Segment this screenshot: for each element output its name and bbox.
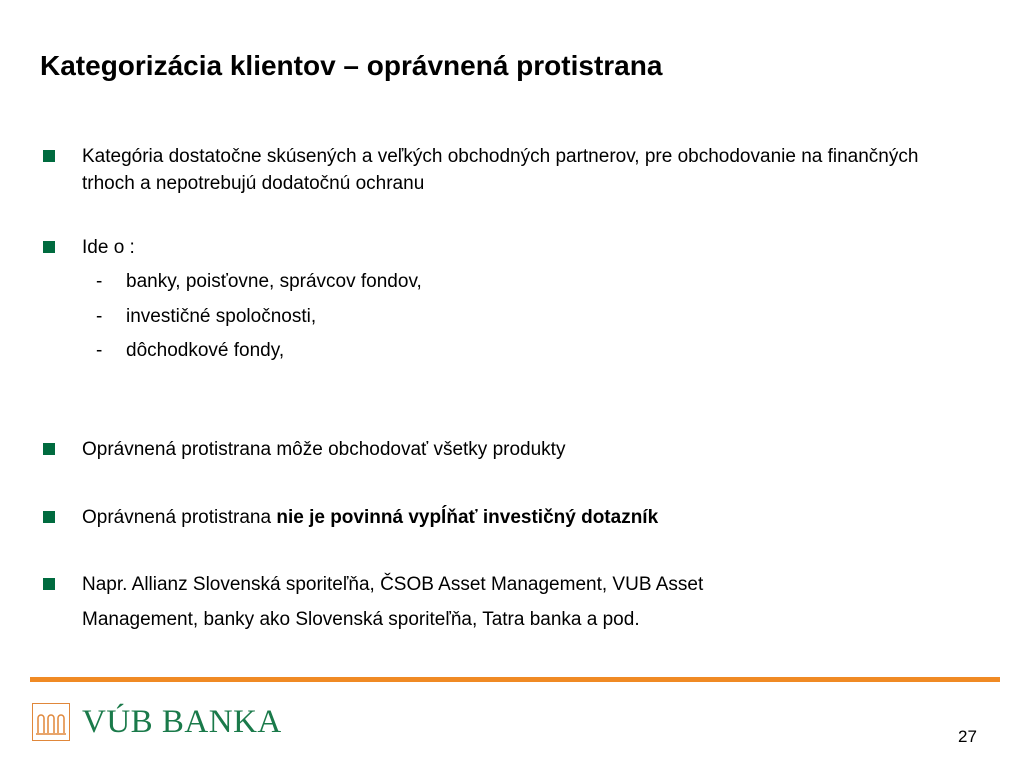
dash-marker: -: [96, 306, 103, 327]
logo-text: VÚB BANKA: [82, 704, 282, 740]
dash-marker: -: [96, 271, 103, 292]
vub-logo-icon: [32, 703, 70, 741]
bullet-text: [82, 567, 942, 637]
bullet-text: Ide o :: [82, 237, 135, 258]
square-bullet-icon: [43, 578, 55, 590]
dash-marker: -: [96, 340, 103, 361]
footer-divider: [30, 677, 1000, 682]
sub-item-text: dôchodkové fondy,: [126, 340, 285, 361]
bullet-text-bold: nie je povinná vypĺňať investičný dotazník: [276, 507, 659, 528]
bullet-text-normal: Oprávnená protistrana: [82, 507, 277, 528]
page-number: 27: [958, 727, 977, 746]
bullet-text: Oprávnená protistrana môže obchodovať všetky produkty: [82, 439, 566, 460]
sub-item-text: investičné spoločnosti,: [126, 306, 317, 327]
square-bullet-icon: [43, 511, 55, 523]
square-bullet-icon: [43, 241, 55, 253]
page-title: Kategorizácia klientov – oprávnená protistrana: [40, 50, 663, 81]
bullet-text: Kategória dostatočne skúsených a veľkých obchodných partnerov, pre obchodovanie na finančných trhoch a nepotrebujú dodatočnú ochranu: [82, 146, 919, 194]
bullet-text: [82, 502, 942, 533]
vub-banka-logo: [32, 703, 292, 743]
bullet-text-line: Napr. Allianz Slovenská sporiteľňa, ČSOB Asset Management, VUB Asset: [82, 574, 704, 595]
sub-item-text: banky, poisťovne, správcov fondov,: [126, 271, 422, 292]
bullet-text-line: Management, banky ako Slovenská sporiteľňa, Tatra banka a pod.: [82, 609, 640, 630]
square-bullet-icon: [43, 150, 55, 162]
square-bullet-icon: [43, 443, 55, 455]
